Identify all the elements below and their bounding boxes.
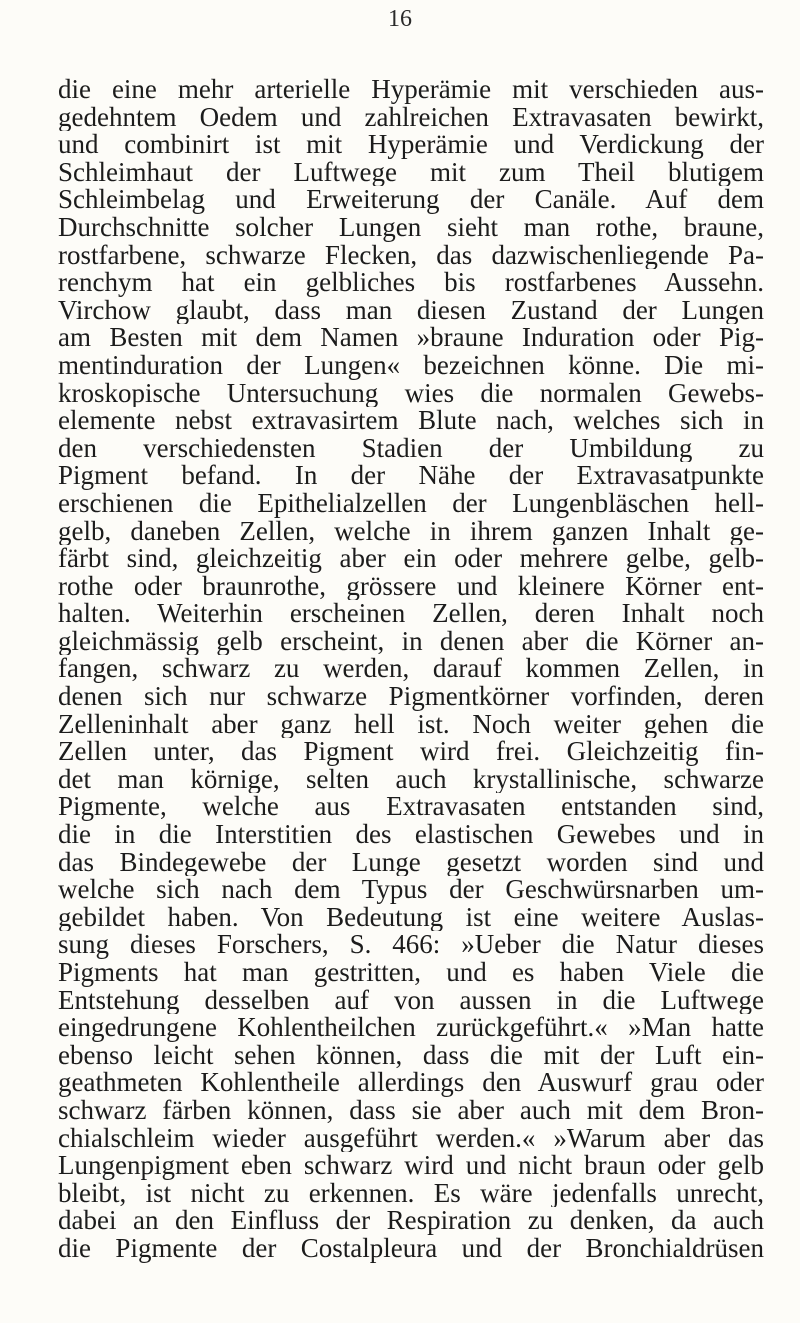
text-line: schwarz färben können, dass sie aber auch mit dem Bron- [58, 1096, 764, 1125]
text-line: den verschiedensten Stadien der Umbildung zu [58, 434, 764, 463]
text-line: das Bindegewebe der Lunge gesetzt worden sind und [58, 848, 764, 877]
text-line: det man körnige, selten auch krystallinische, schwarze [58, 765, 764, 794]
text-line: Schleimbelag und Erweiterung der Canäle. Auf dem [58, 186, 764, 214]
text-line: elemente nebst extravasirtem Blute nach, welches sich in [58, 407, 764, 435]
text-line: Pigment befand. In der Nähe der Extravasatpunkte [58, 462, 764, 490]
text-line: gleichmässig gelb erscheint, in denen aber die Körner an- [58, 627, 764, 656]
text-line: färbt sind, gleichzeitig aber ein oder mehrere gelbe, gelb- [58, 545, 764, 573]
text-line: renchym hat ein gelbliches bis rostfarbenes Aussehn. [58, 269, 764, 297]
text-line: eingedrungene Kohlentheilchen zurückgeführt.« »Man hatte [58, 1014, 764, 1042]
text-line: chialschleim wieder ausgeführt werden.« »Warum aber das [58, 1124, 764, 1153]
text-line: gelb, daneben Zellen, welche in ihrem ganzen Inhalt ge- [58, 517, 764, 546]
text-line: Zelleninhalt aber ganz hell ist. Noch weiter gehen die [58, 710, 764, 739]
text-line: erschienen die Epithelialzellen der Lungenbläschen hell- [58, 489, 764, 518]
body-text [58, 76, 764, 1263]
page-number: 16 [388, 6, 412, 32]
text-line: Entstehung desselben auf von aussen in die Luftwege [58, 986, 764, 1015]
text-line: gedehntem Oedem und zahlreichen Extravasaten bewirkt, [58, 103, 764, 132]
text-line: bleibt, ist nicht zu erkennen. Es wäre jedenfalls unrecht, [58, 1179, 764, 1208]
text-line: Schleimhaut der Luftwege mit zum Theil blutigem [58, 158, 764, 187]
text-line: halten. Weiterhin erscheinen Zellen, deren Inhalt noch [58, 600, 764, 628]
text-line: Pigmente, welche aus Extravasaten entstanden sind, [58, 793, 764, 822]
text-line: welche sich nach dem Typus der Geschwürsnarben um- [58, 876, 764, 904]
text-line: Lungenpigment eben schwarz wird und nicht braun oder gelb [58, 1152, 764, 1180]
text-line: ebenso leicht sehen können, dass die mit der Luft ein- [58, 1041, 764, 1070]
text-line: die Pigmente der Costalpleura und der Bronchialdrüsen [58, 1234, 764, 1263]
text-line: denen sich nur schwarze Pigmentkörner vorfinden, deren [58, 683, 764, 711]
text-line: fangen, schwarz zu werden, darauf kommen Zellen, in [58, 655, 764, 684]
text-line: geathmeten Kohlentheile allerdings den Auswurf grau oder [58, 1069, 764, 1097]
text-line: mentinduration der Lungen« bezeichnen könne. Die mi- [58, 351, 764, 380]
text-line: Durchschnitte solcher Lungen sieht man rothe, braune, [58, 213, 764, 242]
text-line: gebildet haben. Von Bedeutung ist eine weitere Auslas- [58, 903, 764, 932]
text-line: kroskopische Untersuchung wies die normalen Gewebs- [58, 379, 764, 408]
text-line: dabei an den Einfluss der Respiration zu denken, da auch [58, 1207, 764, 1235]
text-line: Zellen unter, das Pigment wird frei. Gleichzeitig fin- [58, 738, 764, 766]
text-line: rostfarbene, schwarze Flecken, das dazwischenliegende Pa- [58, 241, 764, 270]
text-line: Pigments hat man gestritten, und es haben Viele die [58, 959, 764, 987]
text-line: Virchow glaubt, dass man diesen Zustand der Lungen [58, 296, 764, 325]
text-line: die eine mehr arterielle Hyperämie mit verschieden aus- [58, 76, 764, 104]
text-line: und combinirt ist mit Hyperämie und Verdickung der [58, 131, 764, 159]
text-line: rothe oder braunrothe, grössere und kleinere Körner ent- [58, 572, 764, 601]
text-line: die in die Interstitien des elastischen Gewebes und in [58, 821, 764, 849]
text-line: sung dieses Forschers, S. 466: »Ueber die Natur dieses [58, 931, 764, 959]
text-line: am Besten mit dem Namen »braune Induration oder Pig- [58, 324, 764, 352]
